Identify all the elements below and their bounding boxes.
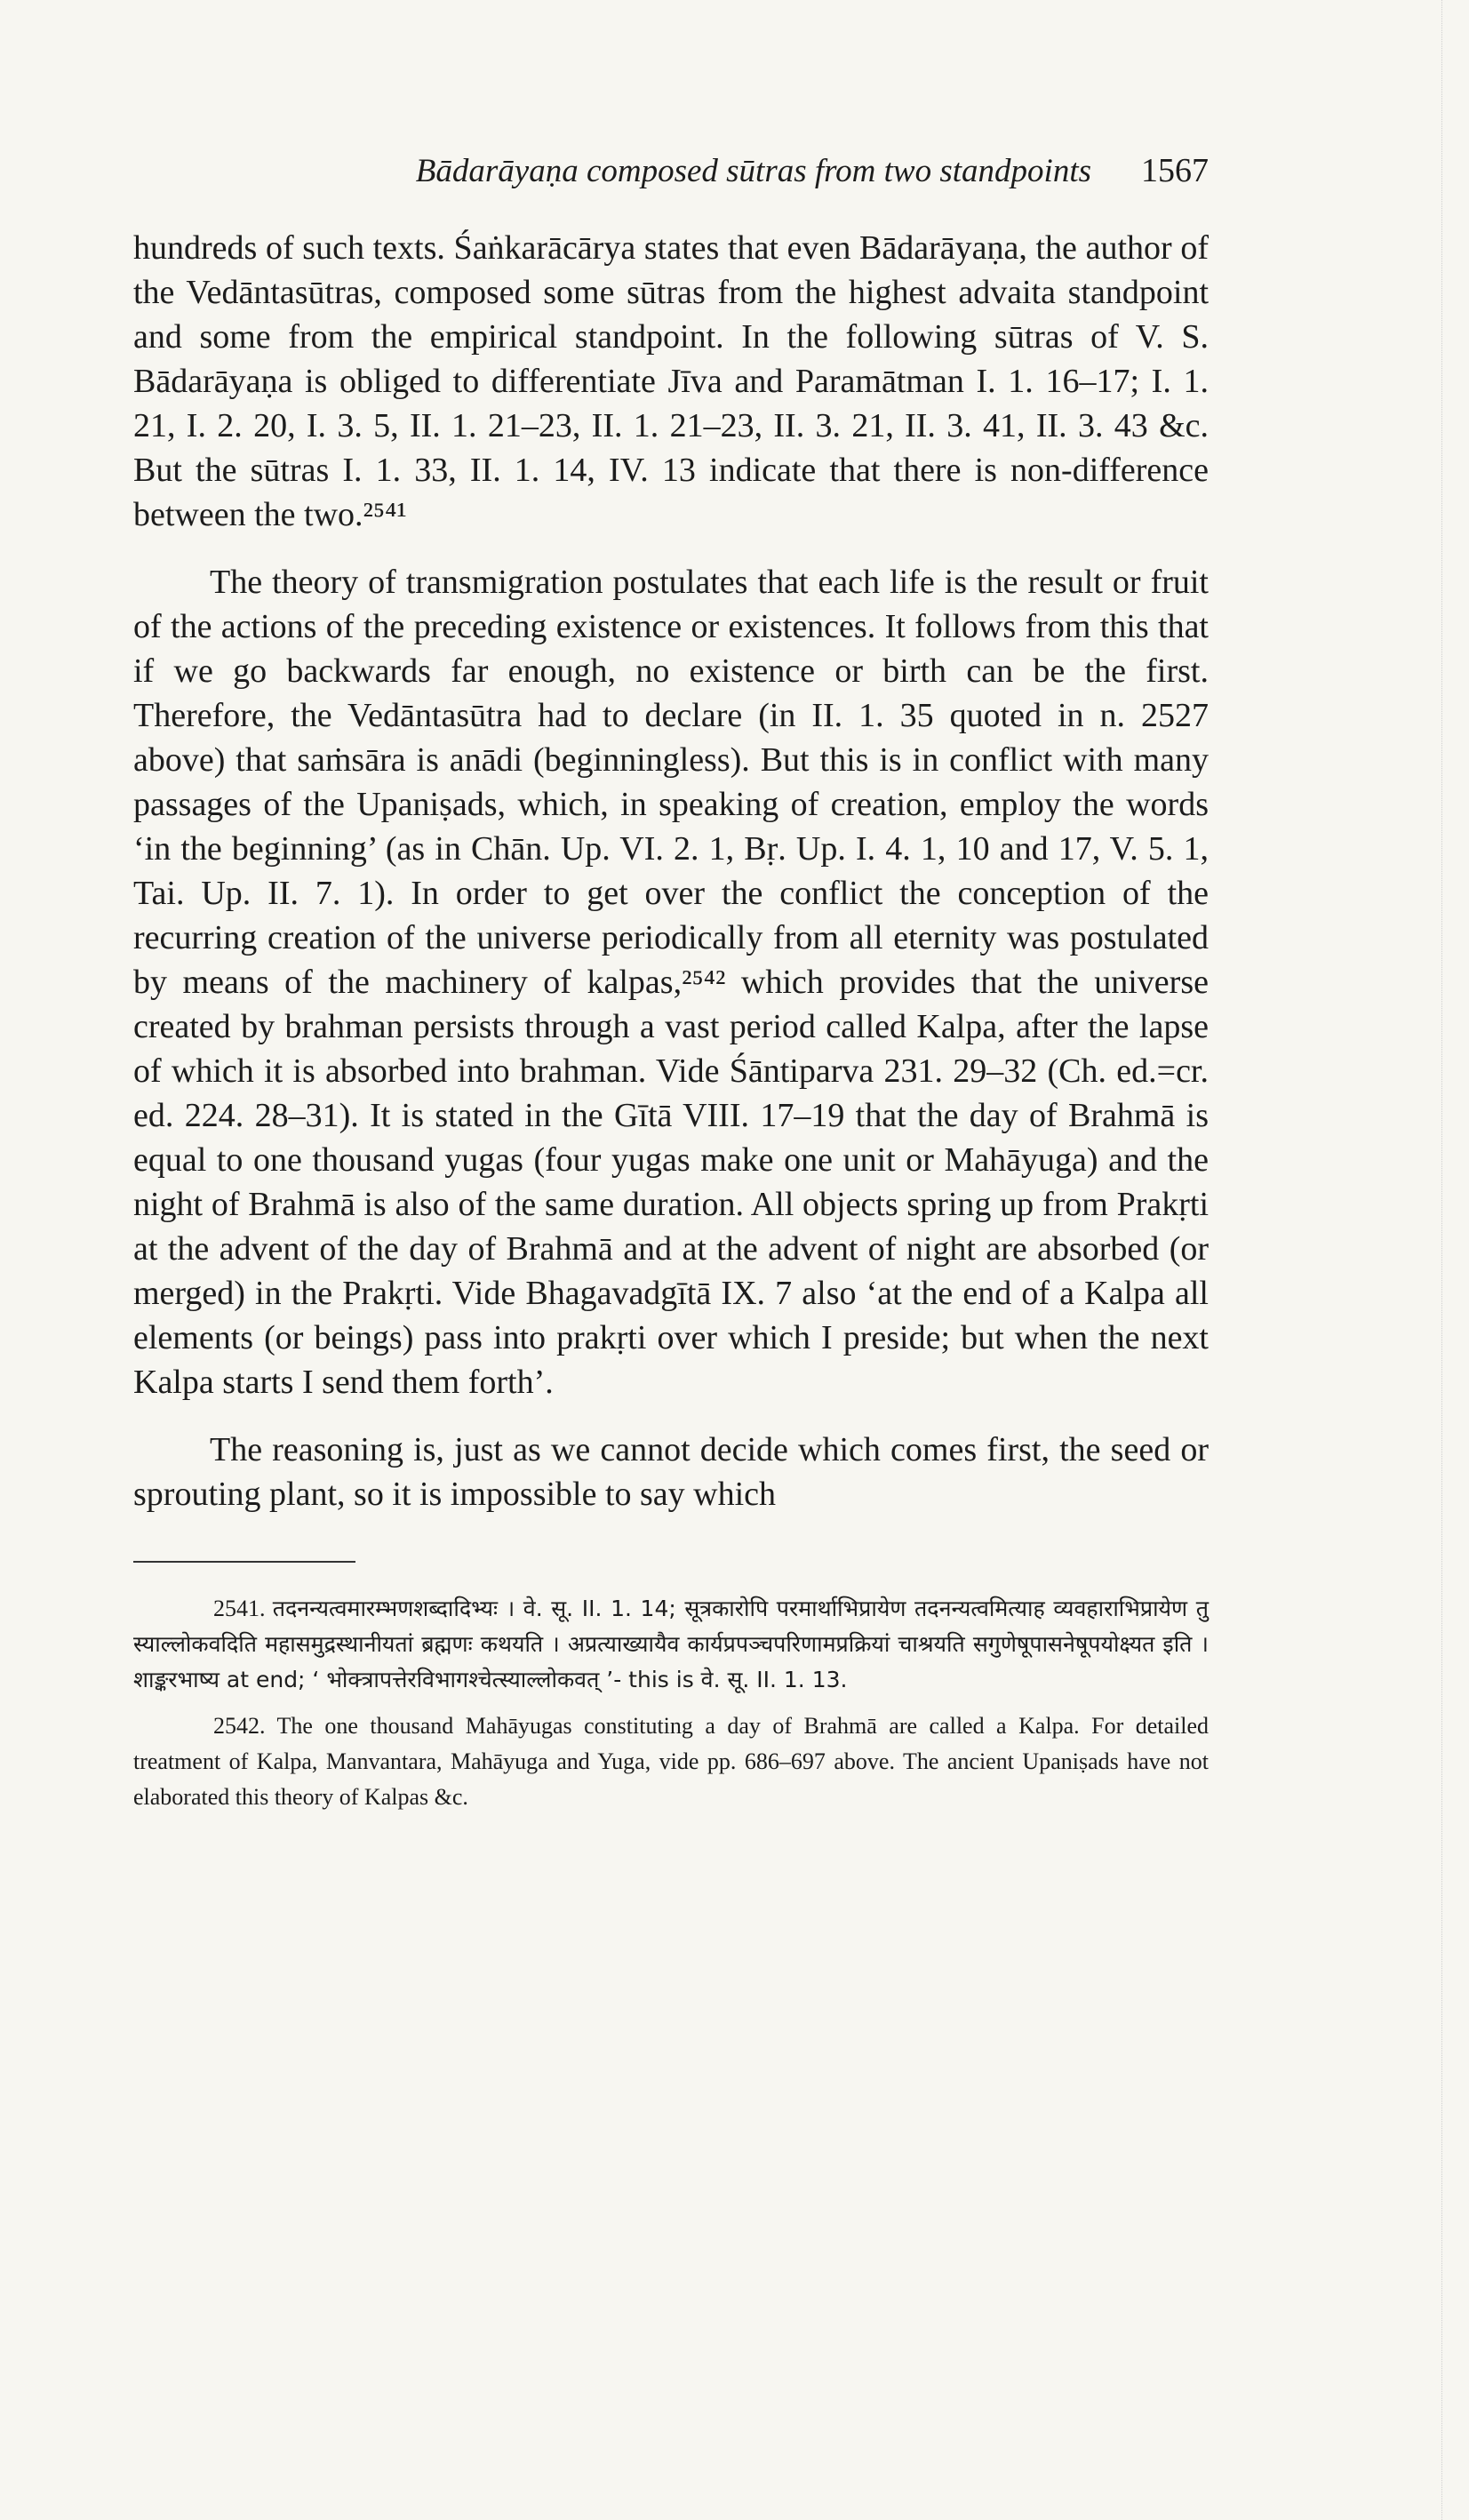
paragraph-1: hundreds of such texts. Śaṅkarācārya states that even Bādarāyaṇa, the author of the Vedāntasūtras, composed some sūtras from the highest advaita standpoint and some from the empirical standpoint. In the following sūtras of V. S. Bādarāyaṇa is obliged to differentiate Jīva and Paramātman I. 1. 16–17; I. 1. 21, I. 2. 20, I. 3. 5, II. 1. 21–23, II. 1. 21–23, II. 3. 21, II. 3. 41, II. 3. 43 &c. But the sūtras I. 1. 33, II. 1. 14, IV. 13 indicate that there is non-difference between the two.²⁵⁴¹ — [133, 229, 1209, 533]
scan-margin-line — [1441, 0, 1442, 2520]
page-number: 1567 — [1141, 152, 1209, 189]
footnote-text: तदनन्यत्वमारम्भणशब्दादिभ्यः । वे. सू. II. 1. 14; सूत्रकारोपि परमार्थाभिप्रायेण तदनन्यत्वमित्याह व्यवहाराभिप्रायेण तु स्याल्लोकवदिति महासमुद्रस्थानीयतां ब्रह्मणः कथयति । अप्रत्याख्यायैव कार्यप्रपञ्चपरिणामप्रक्रियां चाश्रयति सगुणेषूपासनेषूपयोक्ष्यत इति । शाङ्करभाष्य at end; ‘ भोक्त्रापत्तेरविभागश्चेत्स्याल्लोकवत् ’- this is वे. सू. II. 1. 13. — [133, 1596, 1209, 1692]
footnotes — [133, 1591, 1209, 1815]
running-title: Bādarāyaṇa composed sūtras from two standpoints — [415, 153, 1091, 189]
footnote-divider — [133, 1561, 355, 1563]
page-header — [133, 151, 1209, 190]
footnote-number: 2541. — [213, 1596, 266, 1621]
paragraph-2: The theory of transmigration postulates that each life is the result or fruit of the actions of the preceding existence or existences. It follows from this that if we go backwards far enough, no existence or birth can be the first. Therefore, the Vedāntasūtra had to declare (in II. 1. 35 quoted in n. 2527 above) that saṁsāra is anādi (beginningless). But this is in conflict with many passages of the Upaniṣads, which, in speaking of creation, employ the words ‘in the beginning’ (as in Chān. Up. VI. 2. 1, Bṛ. Up. I. 4. 1, 10 and 17, V. 5. 1, Tai. Up. II. 7. 1). In order to get over the conflict the conception of the recurring creation of the universe periodically from all eternity was postulated by means of the machinery of kalpas,²⁵⁴² which provides that the universe created by brahman persists through a vast period called Kalpa, after the lapse of which it is absorbed into brahman. Vide Śāntiparva 231. 29–32 (Ch. ed.=cr. ed. 224. 28–31). It is stated in the Gītā VIII. 17–19 that the day of Brahmā is equal to one thousand yugas (four yugas make one unit or Mahāyuga) and the night of Brahmā is also of the same duration. All objects spring up from Prakṛti at the advent of the day of Brahmā and at the advent of night are absorbed (or merged) in the Prakṛti. Vide Bhagavadgītā IX. 7 also ‘at the end of a Kalpa all elements (or beings) pass into prakṛti over which I preside; but when the next Kalpa starts I send them forth’. — [133, 564, 1209, 1401]
paragraph-3: The reasoning is, just as we cannot decide which comes first, the seed or sprouting plant, so it is impossible to say which — [133, 1431, 1209, 1513]
footnote-2542 — [133, 1708, 1209, 1815]
footnote-2541 — [133, 1591, 1209, 1698]
footnote-number: 2542. — [213, 1713, 266, 1739]
footnote-text: The one thousand Mahāyugas constituting a day of Brahmā are called a Kalpa. For detailed treatment of Kalpa, Manvantara, Mahāyuga and Yuga, vide pp. 686–697 above. The ancient Upaniṣads have not elaborated this theory of Kalpas &c. — [133, 1713, 1210, 1810]
body-text — [133, 226, 1209, 1516]
book-page — [133, 151, 1209, 1815]
